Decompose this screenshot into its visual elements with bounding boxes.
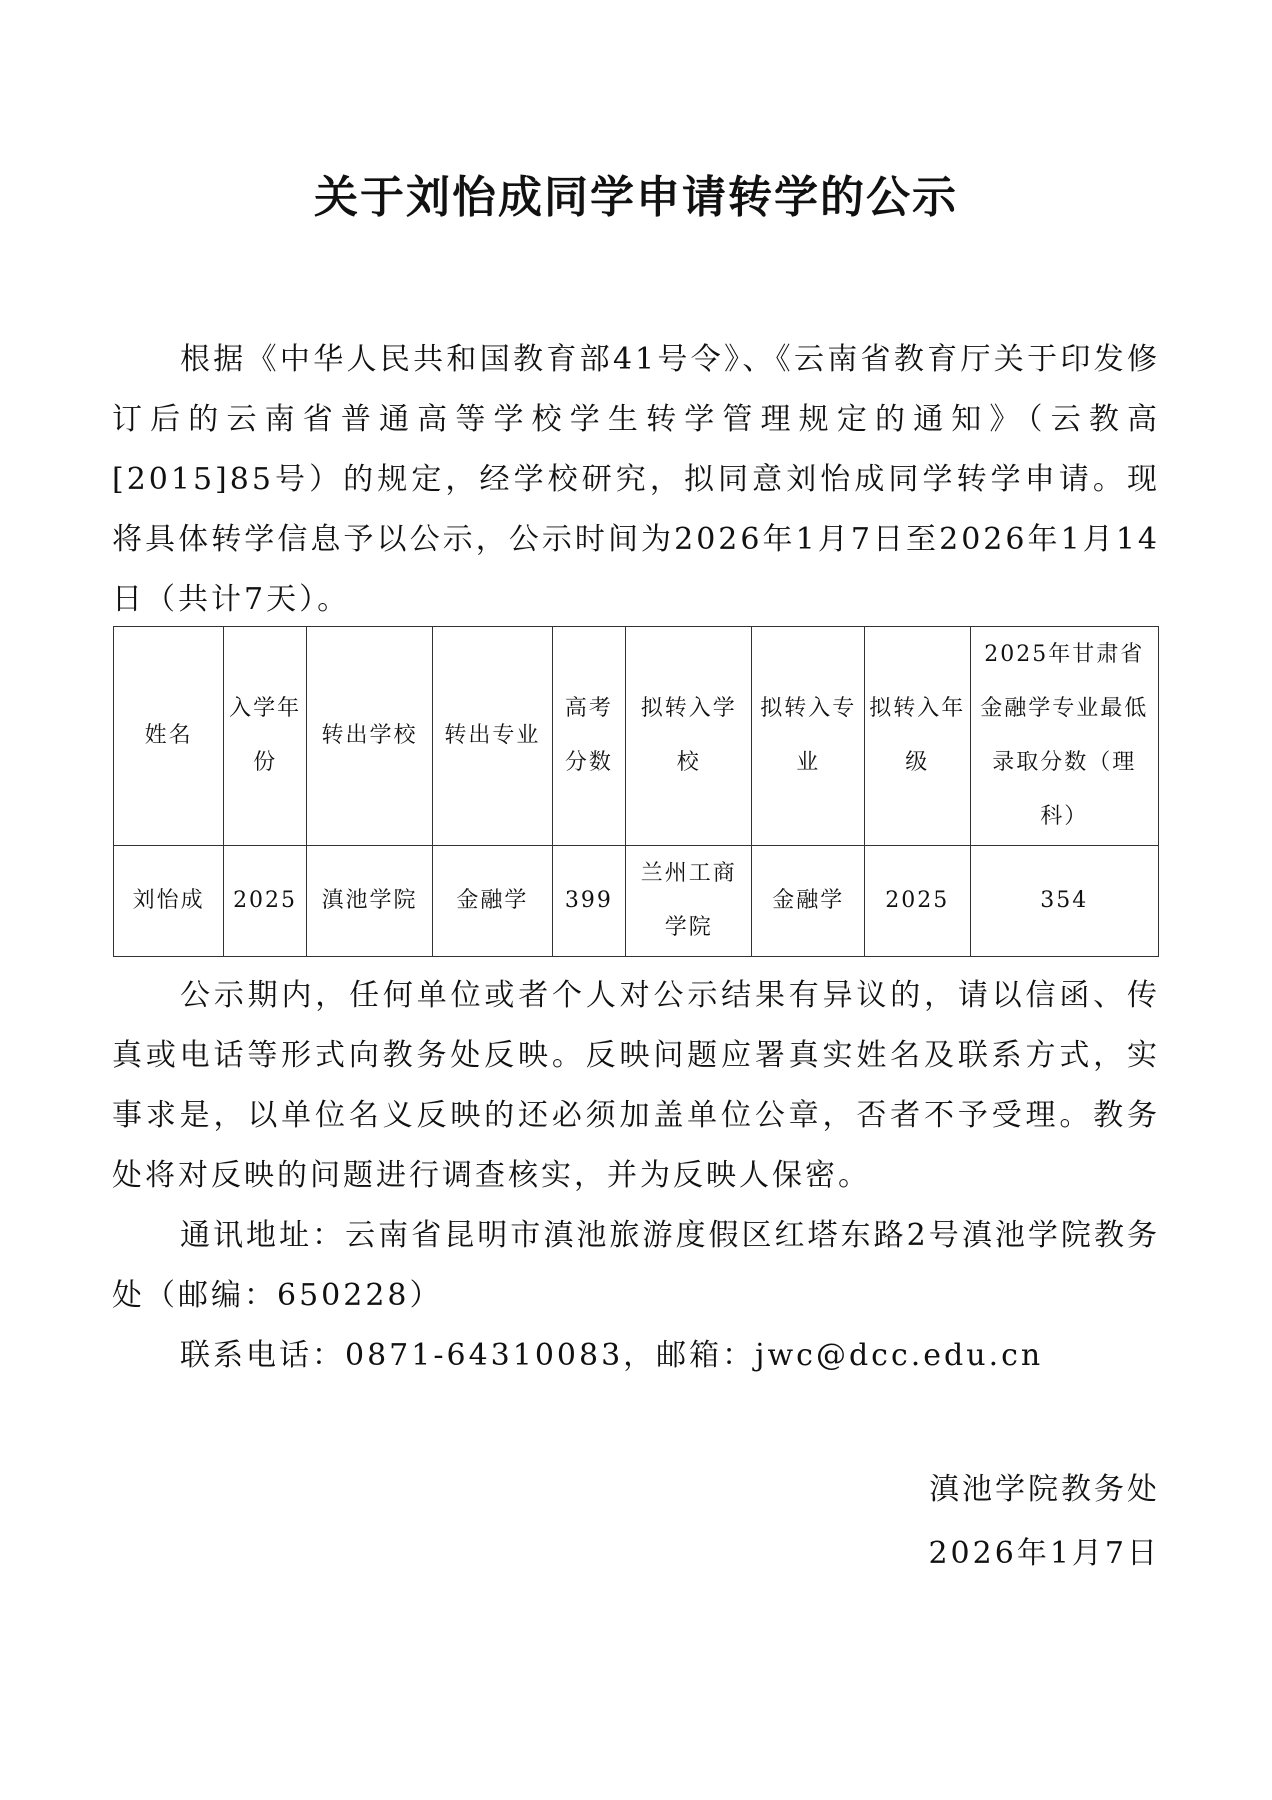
- header-to-school: 拟转入学校: [626, 627, 752, 846]
- objection-paragraph: 公示期内，任何单位或者个人对公示结果有异议的，请以信函、传真或电话等形式向教务处反映。反映问题应署真实姓名及联系方式，实事求是，以单位名义反映的还必须加盖单位公章，否者不予受理。教务处将对反映的问题进行调查核实，并为反映人保密。: [112, 978, 1160, 1193]
- table-header-row: [114, 627, 1159, 846]
- notice-section: [112, 966, 1160, 1386]
- cell-to-major: 金融学: [752, 846, 865, 957]
- cell-name: 刘怡成: [114, 846, 224, 957]
- signature-org: 滇池学院教务处: [929, 1472, 1160, 1507]
- cell-to-grade: 2025: [864, 846, 970, 957]
- document-title: 关于刘怡成同学申请转学的公示: [314, 172, 958, 223]
- intro-paragraph: 根据《中华人民共和国教育部41号令》、《云南省教育厅关于印发修订后的云南省普通高等学校学生转学管理规定的通知》（云教高[2015]85号）的规定，经学校研究，拟同意刘怡成同学转学申请。现将具体转学信息予以公示，公示时间为2026年1月7日至2026年1月14日（共计7天）。: [112, 342, 1160, 617]
- transfer-info-table: [113, 626, 1159, 957]
- header-to-grade: 拟转入年级: [864, 627, 970, 846]
- header-from-major: 转出专业: [433, 627, 552, 846]
- header-min-score: 2025年甘肃省金融学专业最低录取分数（理科）: [970, 627, 1158, 846]
- header-enroll-year: 入学年份: [224, 627, 307, 846]
- intro-section: [112, 330, 1160, 630]
- header-name: 姓名: [114, 627, 224, 846]
- table-row: [114, 846, 1159, 957]
- cell-min-score: 354: [970, 846, 1158, 957]
- contact-paragraph: 联系电话：0871-64310083，邮箱：jwc@dcc.edu.cn: [180, 1338, 1044, 1373]
- header-from-school: 转出学校: [306, 627, 432, 846]
- cell-exam-score: 399: [552, 846, 625, 957]
- signature-date: 2026年1月7日: [928, 1536, 1160, 1571]
- cell-enroll-year: 2025: [224, 846, 307, 957]
- cell-from-school: 滇池学院: [306, 846, 432, 957]
- header-exam-score: 高考分数: [552, 627, 625, 846]
- cell-to-school: 兰州工商学院: [626, 846, 752, 957]
- address-paragraph: 通讯地址：云南省昆明市滇池旅游度假区红塔东路2号滇池学院教务处（邮编：650228）: [112, 1218, 1160, 1313]
- header-to-major: 拟转入专业: [752, 627, 865, 846]
- cell-from-major: 金融学: [433, 846, 552, 957]
